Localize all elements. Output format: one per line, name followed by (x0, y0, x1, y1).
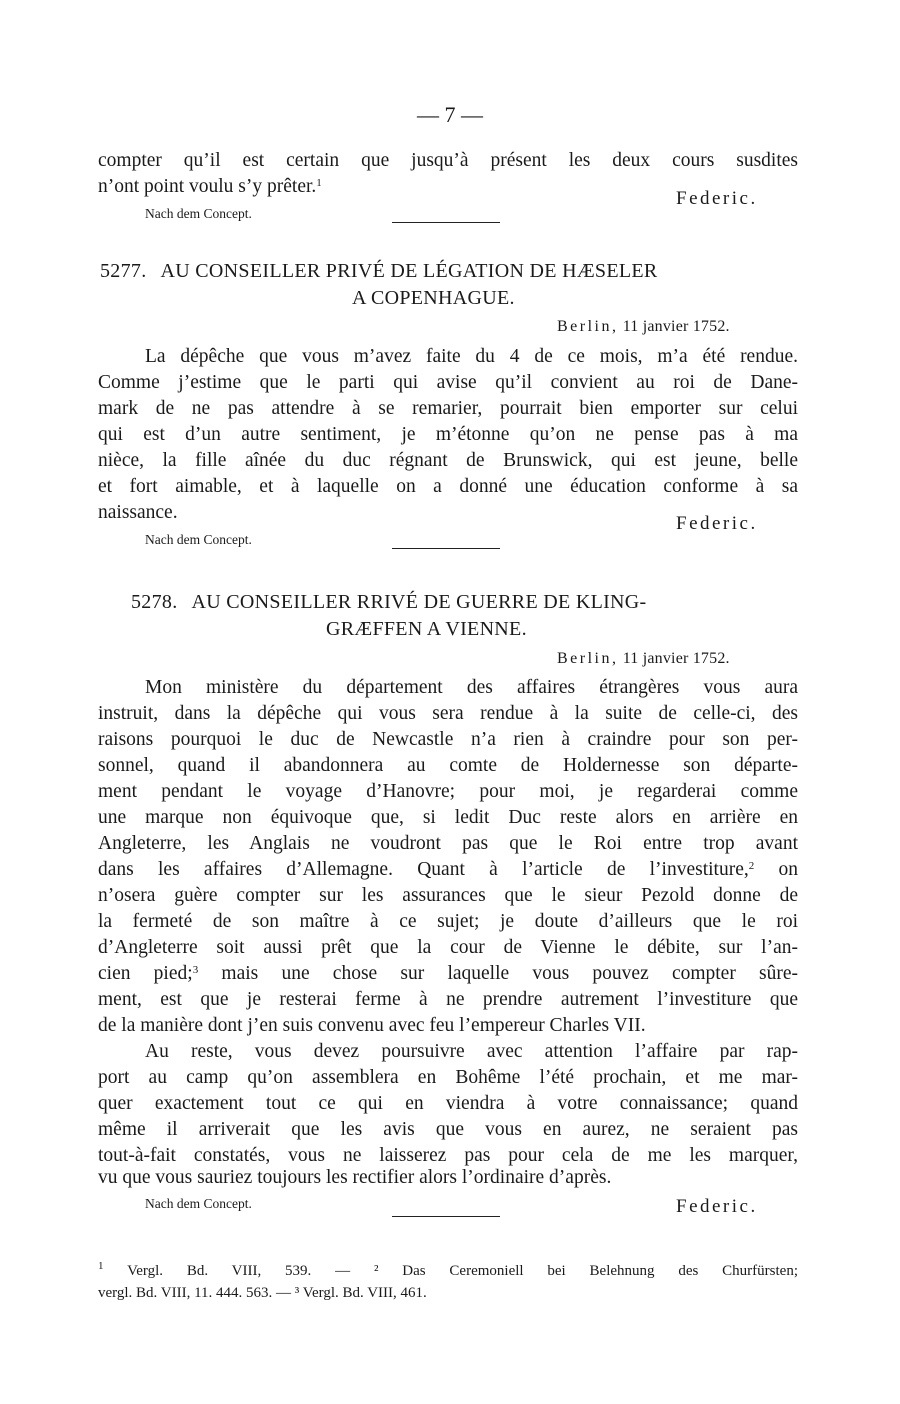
letter-5278-p1-line-4: sonnel, quand il abandonnera au comte de Holdernesse son départe- (98, 755, 798, 776)
letter-5278-p1-line-8-text: dans les affaires d’Allemagne. Quant à l’article de l’investiture, (98, 859, 749, 880)
letter-5278-p1-line-10: la fermeté de son maître à ce sujet; je doute d’ailleurs que le roi (98, 911, 798, 932)
letter-5278-date: 11 janvier 1752. (622, 650, 730, 667)
letter-5278-p1-line-2: instruit, dans la dépêche qui vous sera rendue à la suite de celle-ci, des (98, 703, 798, 724)
letter-5277-line-1-text: La dépêche que vous m’avez faite du 4 de ce mois, m’a été rendue. (145, 346, 798, 367)
letter-5277-line-4: qui est d’un autre sentiment, je m’étonne qu’on ne pense pas à ma (98, 424, 798, 445)
letter-5278-heading-text: AU CONSEILLER RRIVÉ DE GUERRE DE KLING- (191, 591, 647, 613)
letter-5277-date: 11 janvier 1752. (622, 318, 730, 335)
letter-5278-p2-line-3: quer exactement tout ce qui en viendra à votre connaissance; quand (98, 1093, 798, 1114)
letter-5277-line-7: naissance. (98, 502, 178, 523)
intro-concept-note: Nach dem Concept. (145, 206, 252, 221)
letter-5278-number: 5278. (131, 591, 178, 613)
letter-5277-date-place: Berlin, (557, 318, 619, 335)
letter-5277-number: 5277. (100, 260, 147, 282)
footnote-mark: 2 (748, 860, 755, 872)
intro-signature: Federic. (676, 188, 758, 209)
letter-5277-line-5: nièce, la fille aînée du duc régnant de Brunswick, qui est jeune, belle (98, 450, 798, 471)
letter-5278-p2-line-2: port au camp qu’on assemblera en Bohême l’été prochain, et me mar- (98, 1067, 798, 1088)
section-divider (392, 1216, 500, 1217)
letter-5277-line-2: Comme j’estime que le parti qui avise qu’il convient au roi de Dane- (98, 372, 798, 393)
letter-5277-concept-note: Nach dem Concept. (145, 532, 252, 547)
letter-5277-dateline (557, 318, 730, 336)
footnote-line-1 (98, 1260, 798, 1282)
letter-5278-dateline (557, 650, 730, 668)
letter-5278-p1-line-11: d’Angleterre soit aussi prêt que la cour de Vienne le débite, sur l’an- (98, 937, 798, 958)
footnote-mark: 1 (98, 1260, 104, 1272)
page-number: — 7 — (417, 102, 483, 127)
letter-5277-line-6: et fort aimable, et à laquelle on a donné une éducation conforme à sa (98, 476, 798, 497)
section-divider (392, 548, 500, 549)
letter-5277-signature: Federic. (676, 513, 758, 534)
intro-line-1: compter qu’il est certain que jusqu’à présent les deux cours susdites (98, 150, 798, 171)
letter-5278-concept-note: Nach dem Concept. (145, 1196, 252, 1211)
letter-5278-p1-line-14: de la manière dont j’en suis convenu avec feu l’empereur Charles VII. (98, 1015, 646, 1036)
footnote-line-2: vergl. Bd. VIII, 11. 444. 563. — ³ Vergl. Bd. VIII, 461. (98, 1285, 427, 1301)
letter-5278-p1-line-9: n’osera guère compter sur les assurances que le sieur Pezold donne de (98, 885, 798, 906)
letter-5277-heading-line-1 (100, 260, 658, 283)
footnote-mark: 1 (316, 177, 322, 189)
letter-5278-p2-line-5: tout-à-fait constatés, vous ne laisserez pas pour cela de me les marquer, (98, 1145, 798, 1166)
letter-5278-date-place: Berlin, (557, 650, 619, 667)
letter-5278-p2-line-1: Au reste, vous devez poursuivre avec attention l’affaire par rap- (145, 1041, 798, 1062)
letter-5278-p1-line-13: ment, est que je resterai ferme à ne prendre autrement l’investiture que (98, 989, 798, 1010)
letter-5278-signature: Federic. (676, 1196, 758, 1217)
letter-5278-p1-line-12 (98, 961, 798, 987)
letter-5278-p1-line-12-text: cien pied; (98, 963, 193, 984)
letter-5278-p1-line-3: raisons pourquoi le duc de Newcastle n’a rien à craindre pour son per- (98, 729, 798, 750)
footnote-mark: 3 (192, 964, 199, 976)
letter-5278-p1-line-5: ment pendant le voyage d’Hanovre; pour moi, je regarderai comme (98, 781, 798, 802)
letter-5278-heading-line-2: GRÆFFEN A VIENNE. (326, 618, 527, 640)
letter-5278-p1-line-6: une marque non équivoque que, si ledit Duc reste alors en arrière en (98, 807, 798, 828)
footnote-line-1-text: Vergl. Bd. VIII, 539. — ² Das Ceremoniell bei Belehnung des Churfürsten; (127, 1263, 798, 1279)
letter-5278-heading-line-1 (131, 591, 647, 614)
section-divider (392, 222, 500, 223)
letter-5278-p1-line-12-tail: mais une chose sur laquelle vous pouvez compter sûre- (221, 963, 799, 984)
letter-5278-p1-line-7: Angleterre, les Anglais ne voudront pas que le Roi entre trop avant (98, 833, 798, 854)
letter-5277-heading-text: AU CONSEILLER PRIVÉ DE LÉGATION DE HÆSELER (160, 260, 658, 282)
letter-5278-p2-line-4: même il arriverait que les avis que vous en aurez, ne seraient pas (98, 1119, 798, 1140)
letter-5277-heading-line-2: A COPENHAGUE. (352, 287, 515, 309)
letter-5277-line-3: mark de ne pas attendre à se remarier, pourrait bien emporter sur celui (98, 398, 798, 419)
letter-5278-p1-line-8 (98, 857, 798, 883)
letter-5278-p2-line-6: vu que vous sauriez toujours les rectifier alors l’ordinaire d’après. (98, 1167, 612, 1188)
letter-5278-p1-line-1: Mon ministère du département des affaires étrangères vous aura (145, 677, 798, 698)
letter-5277-line-1 (145, 344, 798, 370)
letter-5278-p1-line-8-tail: on (778, 859, 798, 880)
intro-line-2-text: n’ont point voulu s’y prêter. (98, 176, 317, 197)
